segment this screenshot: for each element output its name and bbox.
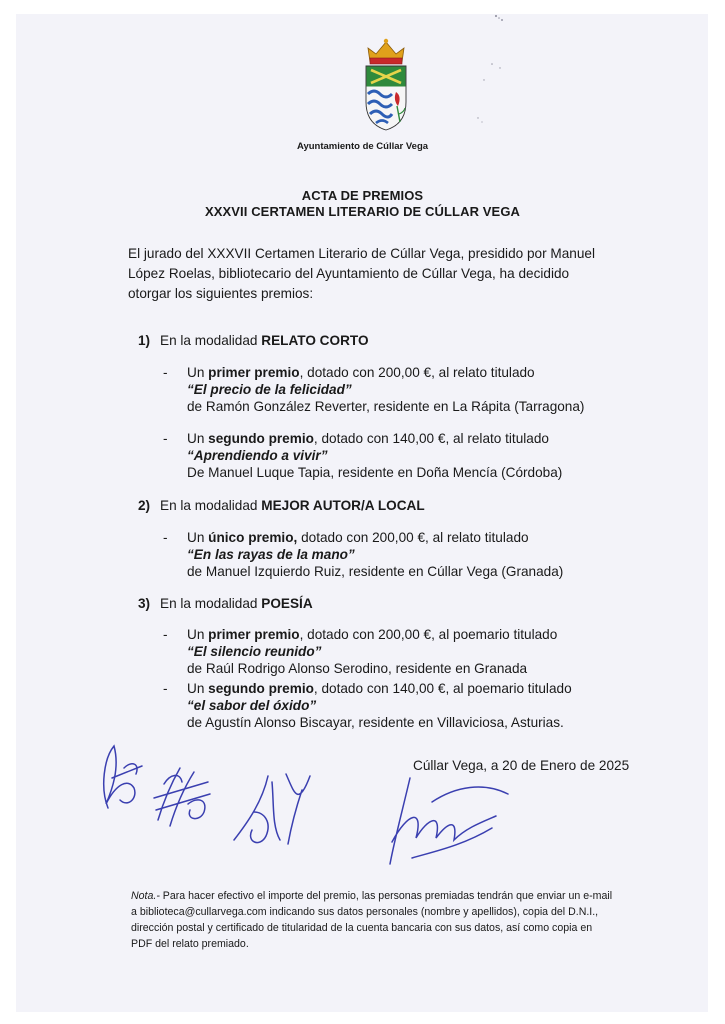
prize-detail: , dotado con 140,00 €, al relato titulado	[313, 431, 549, 446]
category-poesia	[138, 596, 313, 611]
work-title: “el sabor del óxido”	[187, 698, 317, 713]
list-dash: -	[163, 627, 168, 642]
work-author: de Agustín Alonso Biscayar, residente en Villaviciosa, Asturias.	[187, 715, 564, 730]
signature-2	[150, 760, 220, 835]
category-relato-corto	[138, 333, 369, 348]
prize-detail: dotado con 200,00 €, al relato titulado	[297, 530, 529, 545]
work-title: “El silencio reunido”	[187, 644, 322, 659]
prize-rank: primer premio	[208, 627, 300, 642]
prize-detail: , dotado con 140,00 €, al poemario titulado	[313, 681, 572, 696]
work-author: de Manuel Izquierdo Ruiz, residente en Cúllar Vega (Granada)	[187, 564, 564, 579]
document-page	[16, 14, 708, 1012]
category-name: POESÍA	[261, 596, 313, 611]
footnote	[131, 888, 616, 952]
prize-lead: Un	[187, 530, 205, 545]
work-title: “El precio de la felicidad”	[187, 382, 352, 397]
date-line: Cúllar Vega, a 20 de Enero de 2025	[413, 758, 630, 773]
category-number: 1)	[138, 333, 151, 348]
work-title: “Aprendiendo a vivir”	[187, 448, 328, 463]
list-dash: -	[163, 365, 168, 380]
prize-lead: Un	[187, 365, 205, 380]
intro-paragraph: El jurado del XXXVII Certamen Literario de Cúllar Vega, presidido por Manuel López Roelas, bibliotecario del Ayuntamiento de Cúllar Vega, ha decidido otorgar los siguientes premios:	[128, 246, 595, 301]
category-name: RELATO CORTO	[261, 333, 369, 348]
work-title: “En las rayas de la mano”	[187, 547, 355, 562]
category-number: 3)	[138, 596, 151, 611]
work-author: De Manuel Luque Tapia, residente en Doña Mencía (Córdoba)	[187, 465, 563, 480]
category-prefix: En la modalidad	[160, 498, 258, 513]
prize-rank: primer premio	[208, 365, 300, 380]
signature-3	[228, 762, 318, 852]
municipality-caption: Ayuntamiento de Cúllar Vega	[296, 141, 429, 152]
category-mejor-autor-local	[138, 498, 425, 513]
list-dash: -	[163, 431, 168, 446]
prize-detail: , dotado con 200,00 €, al relato titulado	[299, 365, 535, 380]
prize-lead: Un	[187, 431, 205, 446]
prize-lead: Un	[187, 681, 205, 696]
list-dash: -	[163, 530, 168, 545]
prize-rank: único premio,	[208, 530, 298, 545]
prize-rank: segundo premio	[208, 431, 314, 446]
work-author: de Raúl Rodrigo Alonso Serodino, residente en Granada	[187, 661, 528, 676]
list-dash: -	[163, 681, 168, 696]
prize-lead: Un	[187, 627, 205, 642]
category-prefix: En la modalidad	[160, 596, 258, 611]
document-title: ACTA DE PREMIOS	[301, 188, 424, 203]
signature-4	[372, 772, 522, 872]
category-prefix: En la modalidad	[160, 333, 258, 348]
category-name: MEJOR AUTOR/A LOCAL	[261, 498, 425, 513]
document-subtitle: XXXVII CERTAMEN LITERARIO DE CÚLLAR VEGA	[204, 204, 521, 219]
prize-rank: segundo premio	[208, 681, 314, 696]
footnote-text: Para hacer efectivo el importe del premio, las personas premiadas tendrán que enviar un e-mail a biblioteca@cullarvega.com indicando sus datos personales (nombre y apellidos), copia del D.N.I., dirección postal y certificado de titularidad de la cuenta bancaria con sus datos, así como copia en PDF del relato premiado.	[131, 890, 613, 950]
category-number: 2)	[138, 498, 151, 513]
footnote-label: Nota.-	[131, 890, 160, 902]
municipal-coat-of-arms-icon	[362, 36, 410, 132]
scan-specks	[470, 10, 540, 130]
signature-1	[94, 738, 154, 818]
prize-detail: , dotado con 200,00 €, al poemario titulado	[299, 627, 558, 642]
work-author: de Ramón González Reverter, residente en La Rápita (Tarragona)	[187, 399, 585, 414]
